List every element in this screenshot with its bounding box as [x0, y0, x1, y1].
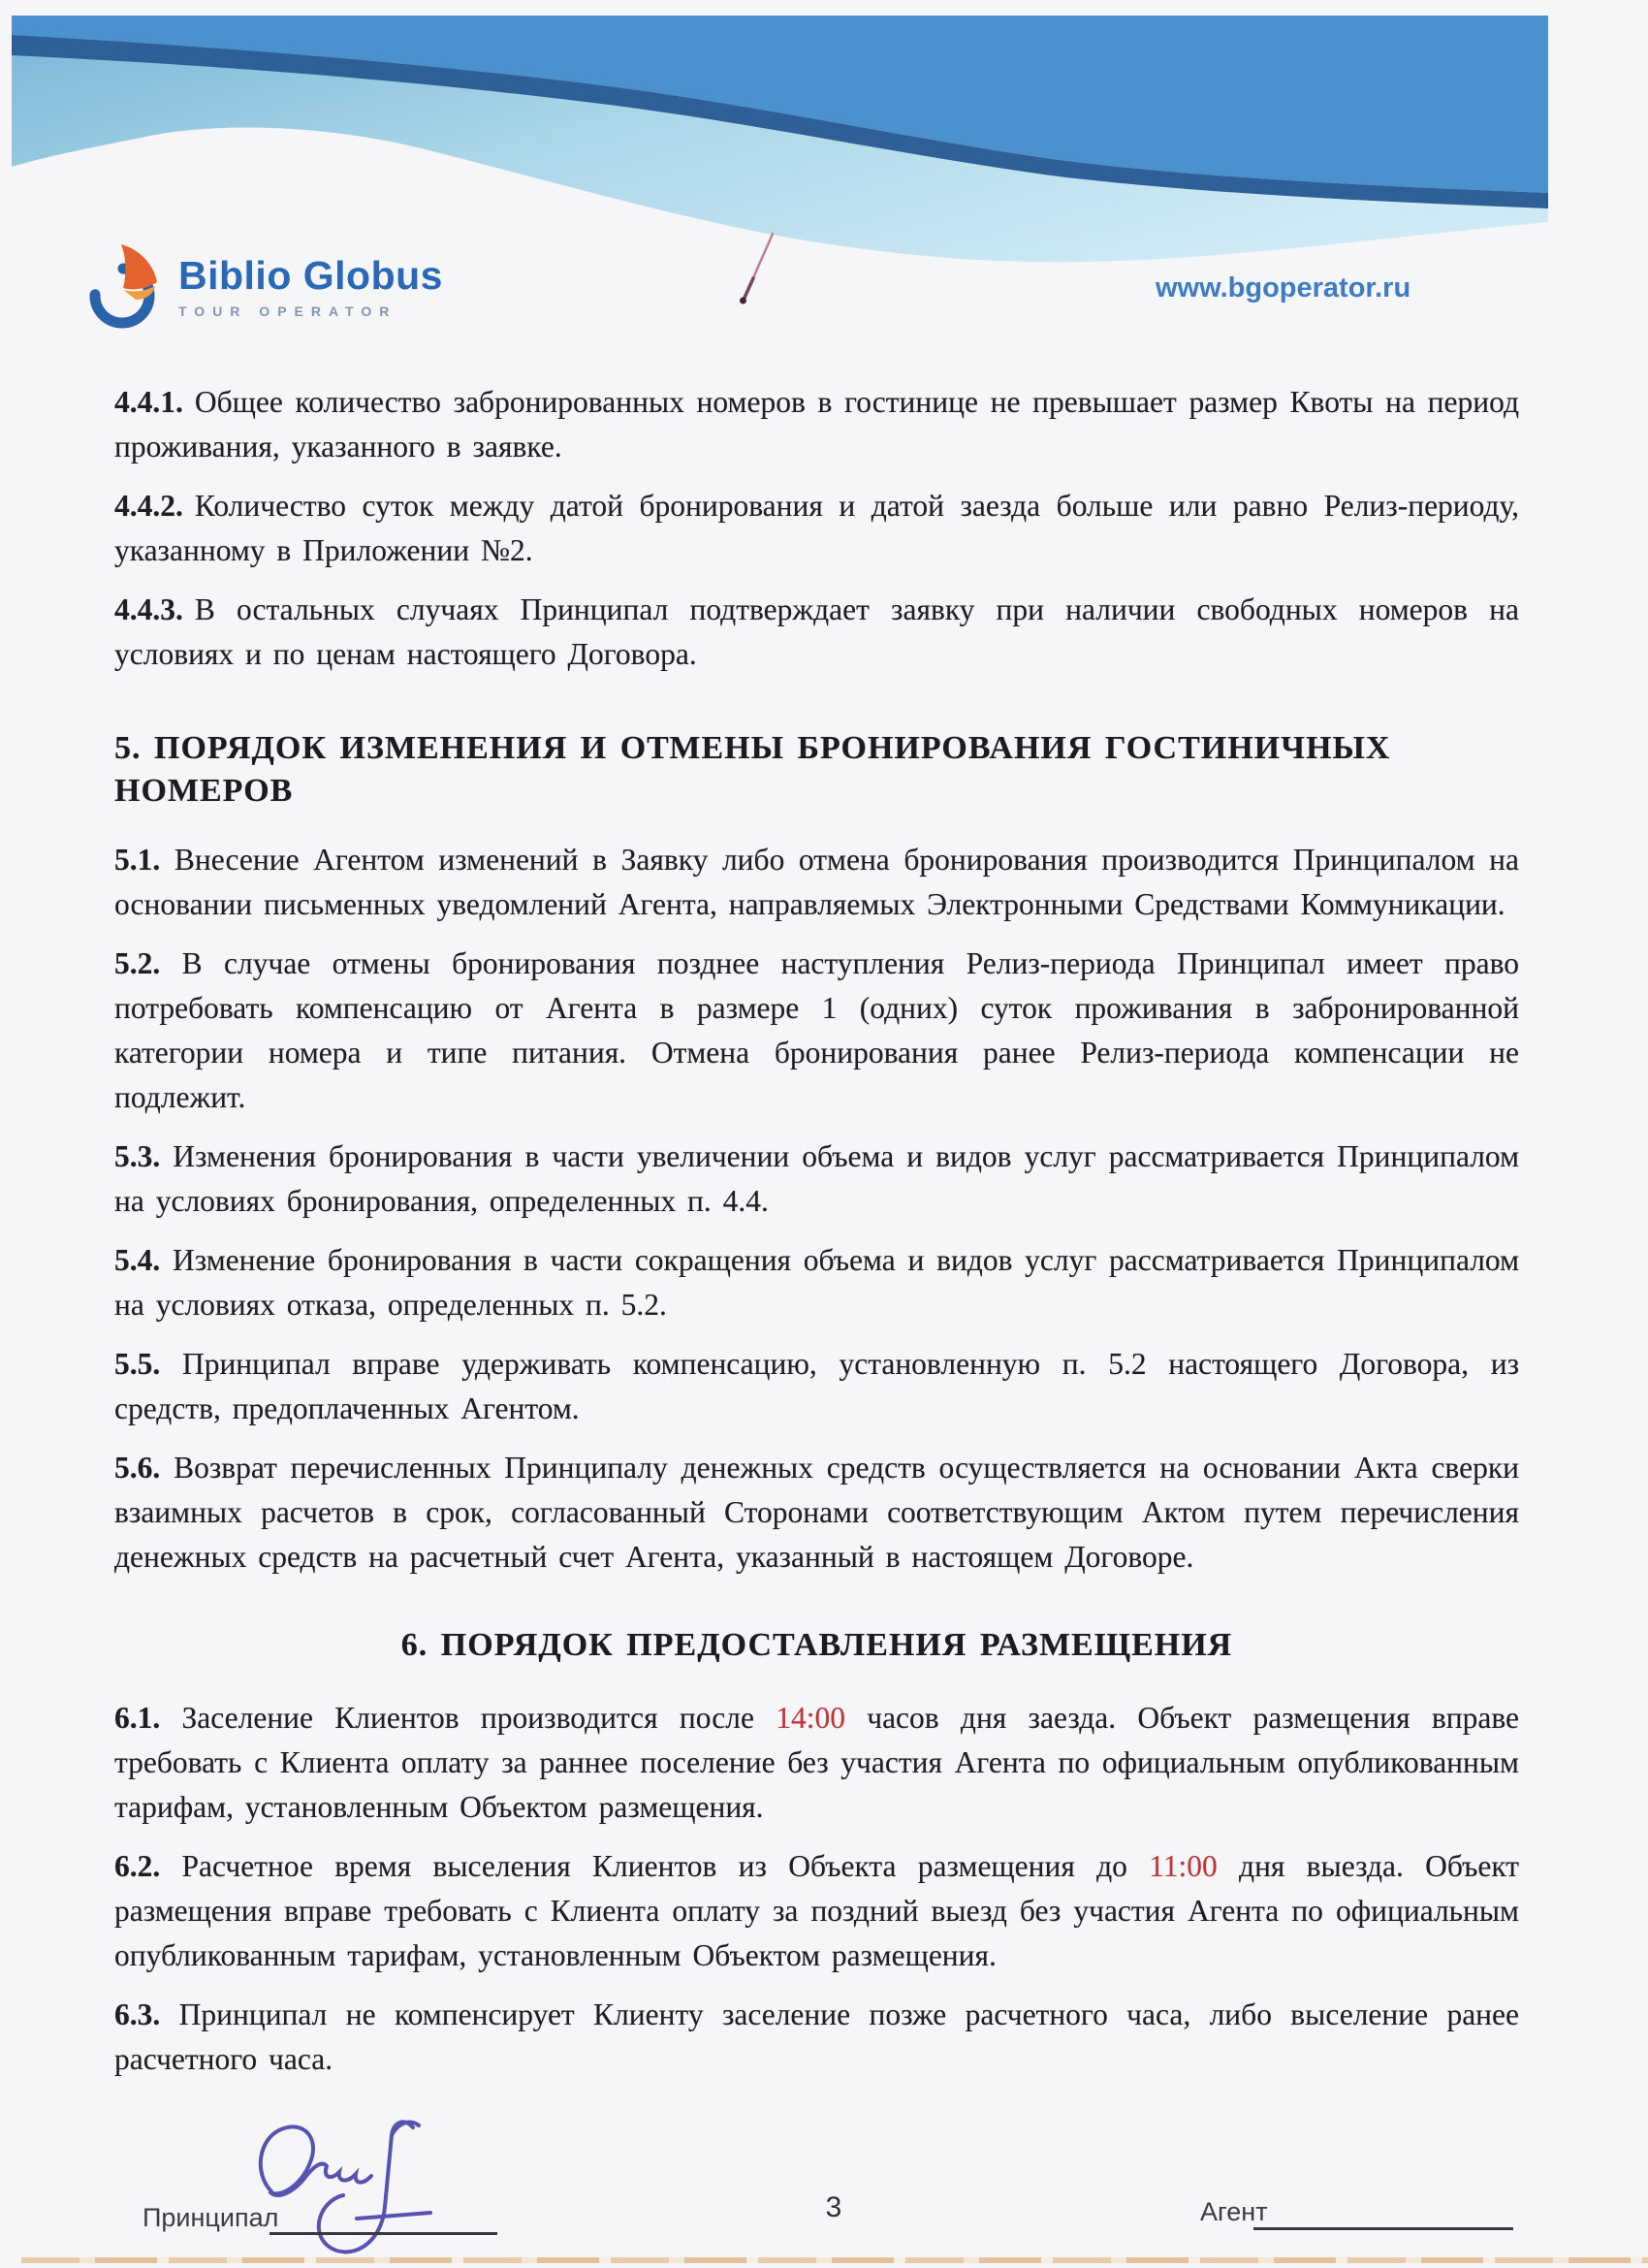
clause-number: 6.1.: [114, 1701, 161, 1735]
clause-number: 4.4.3.: [114, 592, 183, 626]
clause-5-6: [114, 1446, 1519, 1580]
clause-text: В остальных случаях Принципал подтверждает заявку при наличии свободных номеров на условиях и по ценам настоящего Договора.: [114, 592, 1519, 671]
clause-text: Изменения бронирования в части увеличении объема и видов услуг рассматривается Принципалом на условиях бронирования, определенных п. 4.4.: [114, 1139, 1520, 1218]
biblio-globus-logo: [89, 242, 443, 335]
clause-text: Возврат перечисленных Принципалу денежных средств осуществляется на основании Акта сверки взаимных расчетов в срок, согласованный Сторонами соответствующим Актом путем перечисления денежных средств на расчетный счет Агента, указанный в настоящем Договоре.: [114, 1451, 1520, 1574]
clause-5-2: [114, 942, 1519, 1120]
clause-6-1: [114, 1696, 1519, 1830]
scan-edge-artifact: [21, 2257, 1648, 2263]
check-in-time: 14:00: [776, 1701, 845, 1735]
agent-signature-line: [1253, 2227, 1513, 2230]
clause-number: 4.4.1.: [114, 385, 183, 419]
section-5-title: 5. ПОРЯДОК ИЗМЕНЕНИЯ И ОТМЕНЫ БРОНИРОВАНИЯ ГОСТИНИЧНЫХ НОМЕРОВ: [114, 730, 1391, 809]
principal-signature: [233, 2106, 456, 2268]
clause-number: 6.3.: [114, 1997, 161, 2031]
clause-number: 5.1.: [114, 843, 161, 877]
clause-text: Принципал вправе удерживать компенсацию, установленную п. 5.2 настоящего Договора, из средств, предоплаченных Агентом.: [114, 1347, 1520, 1425]
agent-label: Агент: [1200, 2197, 1268, 2226]
clause-text: Количество суток между датой бронирования и датой заезда больше или равно Релиз-периоду, указанному в Приложении №2.: [114, 489, 1519, 567]
principal-signature-line: [269, 2232, 497, 2235]
clause-number: 5.5.: [114, 1347, 161, 1381]
principal-label: Принципал: [143, 2203, 279, 2232]
clause-5-4: [114, 1238, 1519, 1327]
clause-text: дня выезда. Объект размещения вправе требовать с Клиента оплату за поздний выезд без участия Агента по официальным опубликованным тарифам, установленным Объектом размещения.: [114, 1849, 1520, 1972]
section-6-title: 6. ПОРЯДОК ПРЕДОСТАВЛЕНИЯ РАЗМЕЩЕНИЯ: [400, 1627, 1233, 1663]
website-url: www.bgoperator.ru: [1156, 272, 1411, 303]
clause-6-2: [114, 1844, 1519, 1978]
clause-4-4-2: [114, 484, 1519, 573]
clause-number: 5.2.: [114, 946, 161, 980]
clause-6-3: [114, 1993, 1519, 2082]
clause-text: Заселение Клиентов производится после: [181, 1701, 754, 1735]
biblio-globus-logo-icon: [89, 242, 161, 335]
clause-text: Изменение бронирования в части сокращения объема и видов услуг рассматривается Принципалом на условиях отказа, определенных п. 5.2.: [114, 1243, 1520, 1322]
clause-number: 5.6.: [114, 1451, 161, 1485]
clause-text: Принципал не компенсирует Клиенту заселение позже расчетного часа, либо выселение ранее расчетного часа.: [114, 1997, 1520, 2076]
clause-text: В случае отмены бронирования позднее наступления Релиз-периода Принципал имеет право потребовать компенсацию от Агента в размере 1 (одних) суток проживания в забронированной категории номера и типе питания. Отмена бронирования ранее Релиз-периода компенсации не подлежит.: [114, 946, 1519, 1114]
clause-number: 5.4.: [114, 1243, 161, 1277]
clause-4-4-1: [114, 380, 1519, 469]
page-number: 3: [825, 2191, 842, 2223]
clause-number: 6.2.: [114, 1849, 161, 1883]
contract-body: [114, 380, 1519, 2096]
clause-number: 5.3.: [114, 1139, 161, 1173]
brand-name: Biblio Globus: [178, 253, 443, 298]
clause-5-5: [114, 1342, 1519, 1431]
check-out-time: 11:00: [1149, 1849, 1218, 1883]
brand-subtitle: TOUR OPERATOR: [178, 303, 397, 319]
clause-4-4-3: [114, 588, 1519, 677]
clause-text: часов дня заезда. Объект размещения вправе требовать с Клиента оплату за раннее поселение без участия Агента по официальным опубликованным тарифам, установленным Объектом размещения.: [114, 1701, 1520, 1824]
clause-number: 4.4.2.: [114, 489, 183, 523]
pen-stroke-mark: [740, 234, 773, 304]
clause-5-1: [114, 838, 1519, 927]
logo-text: [178, 253, 443, 319]
clause-text: Внесение Агентом изменений в Заявку либо отмена бронирования производится Принципалом на основании письменных уведомлений Агента, направляемых Электронными Средствами Коммуникации.: [114, 843, 1519, 921]
clause-5-3: [114, 1134, 1519, 1224]
clause-text: Расчетное время выселения Клиентов из Объекта размещения до: [181, 1849, 1127, 1883]
clause-text: Общее количество забронированных номеров в гостинице не превышает размер Квоты на период проживания, указанного в заявке.: [114, 385, 1519, 463]
